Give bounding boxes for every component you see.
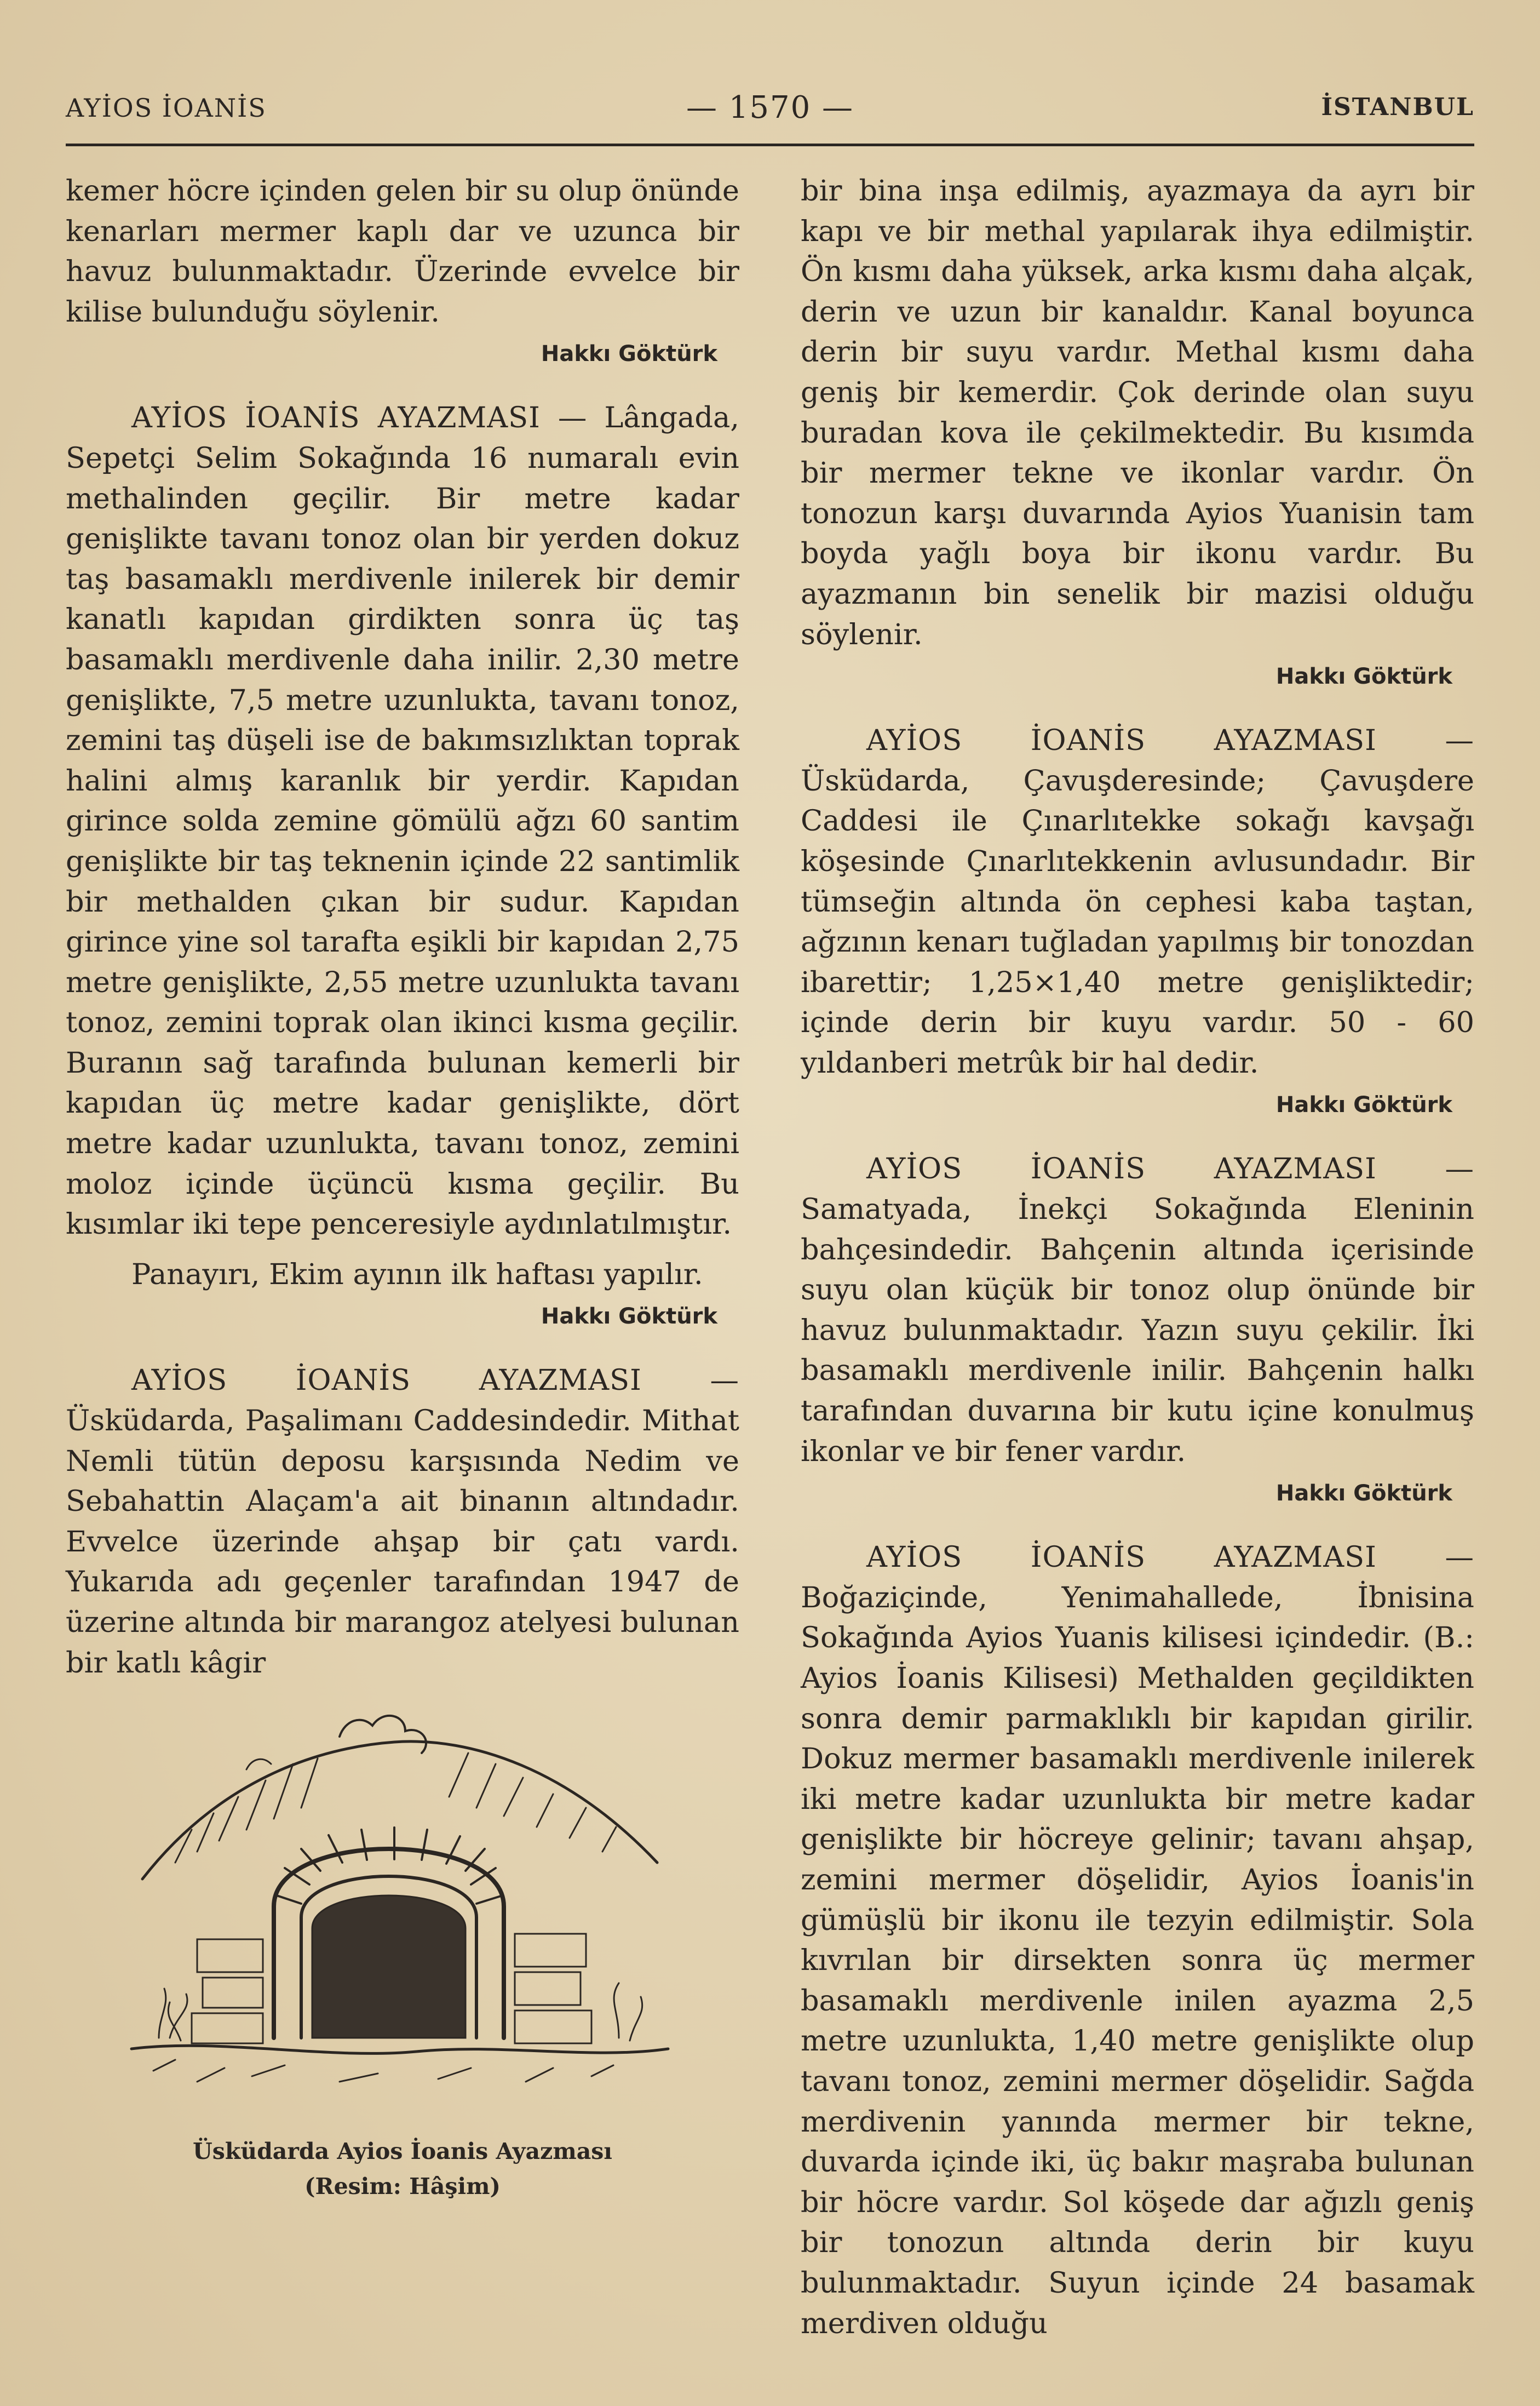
left-column: [66, 171, 739, 1683]
running-head-left: AYİOS İOANİS: [66, 93, 267, 123]
author-signature: Hakkı Göktürk: [541, 1304, 717, 1330]
caption-credit: (Resim: Hâşim): [304, 2173, 501, 2199]
entry-heading: AYİOS İOANİS AYAZMASI —: [866, 1152, 1474, 1186]
entry-heading: AYİOS İOANİS AYAZMASI —: [866, 724, 1474, 758]
header-rule: [66, 144, 1474, 146]
entry-paragraph: [66, 1360, 739, 1683]
continued-paragraph: bir bina inşa edilmiş, ayazmaya da ayrı bir kapı ve bir methal yapılarak ihya edilmiştir. Ön kısmı daha yüksek, arka kısmı daha alçak, derin ve uzun bir kanaldır. Kanal boyunca derin bir suyu vardır. Methal kısmı daha geniş bir kemerdir. Çok derinde olan suyu buradan kova ile çekilmektedir. Bu kısımda bir mermer tekne ve ikonlar vardır. Ön tonozun karşı duvarında Ayios Yuanisin tam boyda yağlı boya bir ikonu vardır. Bu ayazmanın bin senelik bir mazisi olduğu söylenir.: [801, 174, 1474, 651]
entry-paragraph: Panayırı, Ekim ayının ilk haftası yapılır.: [131, 1257, 703, 1291]
right-column: [801, 171, 1474, 2344]
entry-paragraph: [801, 1149, 1474, 1471]
author-signature: Hakkı Göktürk: [1275, 1481, 1452, 1506]
entry-text: Samatyada, İnekçi Sokağında Eleninin bahçesindedir. Bahçenin altında içerisinde suyu olan küçük bir tonoz olup önünde bir havuz bulunmaktadır. Yazın suyu çekilir. İki basamaklı merdivenle inilir. Bahçenin halkı tarafından duvarına bir kutu içine konulmuş ikonlar ve bir fener vardır.: [801, 1193, 1474, 1468]
entry-paragraph: [801, 720, 1474, 1083]
entry-text: Lângada, Sepetçi Selim Sokağında 16 numaralı evin methalinden geçilir. Bir metre kadar genişlikte tavanı tonoz olan bir yerden dokuz taş basamaklı merdivenle inilerek bir demir kanatlı kapıdan girdikten sonra üç taş basamaklı merdivenle daha inilir. 2,30 metre genişlikte, 7,5 metre uzunlukta, tavanı tonoz, zemini taş düşeli ise de bakımsızlıktan toprak halini almış karanlık bir yerdir. Kapıdan girince solda zemine gömülü ağzı 60 santim genişlikte bir taş teknenin içinde 22 santimlik bir methalden çıkan bir sudur. Kapıdan girince yine sol tarafta eşikli bir kapıdan 2,75 metre genişlikte, 2,55 metre uzunlukta tavanı tonoz, zemini toprak olan ikinci kısma geçilir. Buranın sağ tarafında bulunan kemerli bir kapıdan üç metre kadar genişlikte, dört metre kadar uzunlukta, tavanı tonoz, zemini moloz içinde üçüncü kısma geçilir. Bu kısımlar iki tepe penceresiyle aydınlatılmıştır.: [66, 401, 739, 1241]
intro-paragraph: kemer höcre içinden gelen bir su olup önünde kenarları mermer kaplı dar ve uzunca bir havuz bulunmaktadır. Üzerinde evvelce bir kilise bulunduğu söylenir.: [66, 174, 739, 329]
author-signature: Hakkı Göktürk: [1275, 1092, 1452, 1118]
caption-title: Üsküdarda Ayios İoanis Ayazması: [193, 2138, 612, 2164]
page-header: [66, 90, 1474, 137]
ayazma-sketch: [110, 1698, 685, 2115]
entry-heading: AYİOS İOANİS AYAZMASI —: [131, 1364, 739, 1397]
entry-heading: AYİOS İOANİS AYAZMASI —: [131, 401, 588, 435]
entry-text: Boğaziçinde, Yenimahallede, İbnisina Sokağında Ayios Yuanis kilisesi içindedir. (B.: Ayios İoanis Kilisesi) Methalden geçildikten sonra demir parmaklıklı bir kapıdan girilir. Dokuz mermer basamaklı merdivenle inilerek iki metre kadar uzunlukta bir metre kadar genişlikte bir höcreye gelinir; tavanı ahşap, zemini mermer döşelidir, Ayios İoanis'in gümüşlü bir ikonu ile tezyin edilmiştir. Sola kıvrılan bir dirsekten sonra üç mermer basamaklı merdivenle inilen ayazma 2,5 metre uzunlukta, 1,40 metre genişlikte olup tavanı tonoz, zemini mermer döşelidir. Sağda merdivenin yanında mermer bir tekne, duvarda içinde iki, üç bakır maşraba bulunan bir höcre vardır. Sol köşede dar ağızlı geniş bir tonozun altında derin bir kuyu bulunmaktadır. Suyun içinde 24 basamak merdiven olduğu: [801, 1580, 1474, 2340]
entry-heading: AYİOS İOANİS AYAZMASI —: [866, 1540, 1474, 1574]
running-head-right: İSTANBUL: [1321, 93, 1474, 121]
author-signature: Hakkı Göktürk: [541, 341, 717, 367]
author-signature: Hakkı Göktürk: [1275, 664, 1452, 690]
illustration-ayazma: [110, 1698, 685, 2115]
figure-caption: [66, 2134, 739, 2204]
entry-paragraph: [801, 1537, 1474, 2344]
page-number: — 1570 —: [686, 90, 854, 125]
entry-paragraph: [66, 398, 739, 1244]
entry-text: Üsküdarda, Paşalimanı Caddesindedir. Mithat Nemli tütün deposu karşısında Nedim ve Sebahattin Alaçam'a ait binanın altındadır. Evvelce üzerinde ahşap bir çatı vardı. Yukarıda adı geçenler tarafından 1947 de üzerine altında bir marangoz atelyesi bulunan bir katlı kâgir: [66, 1404, 739, 1680]
entry-text: Üsküdarda, Çavuşderesinde; Çavuşdere Caddesi ile Çınarlıtekke sokağı kavşağı köşesinde Çınarlıtekkenin avlusundadır. Bir tümseğin altında ön cephesi kaba taştan, ağzının kenarı tuğladan yapılmış bir tonozdan ibarettir; 1,25×1,40 metre genişliktedir; içinde derin bir kuyu vardır. 50 - 60 yıldanberi metrûk bir hal dedir.: [801, 764, 1474, 1080]
